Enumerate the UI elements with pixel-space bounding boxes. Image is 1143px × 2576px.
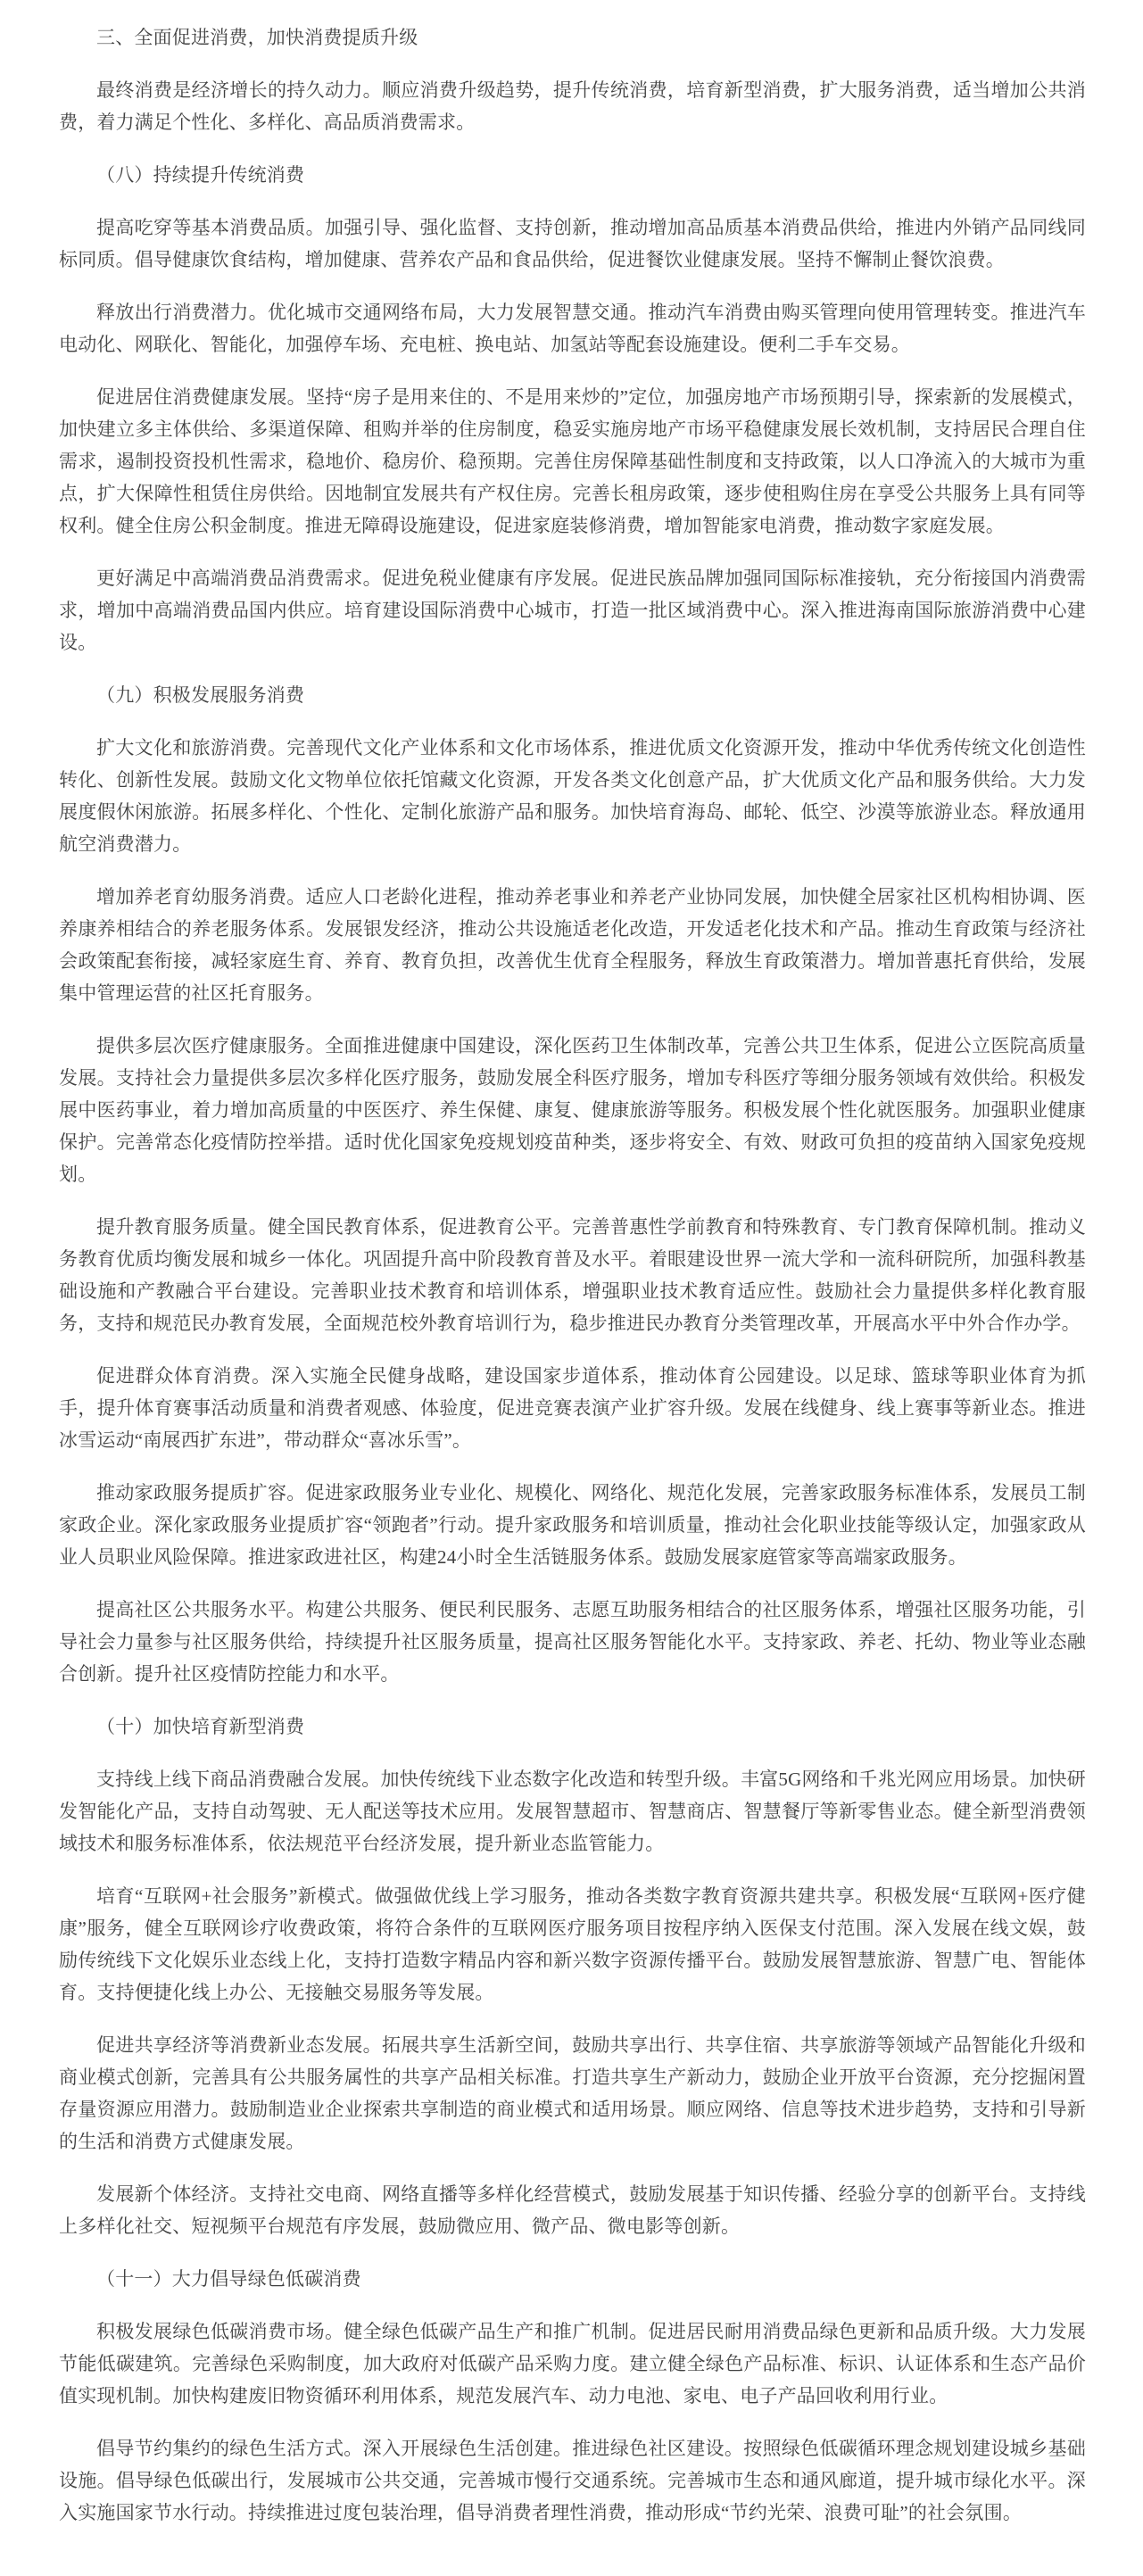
section-heading: （十一）大力倡导绿色低碳消费: [96, 2268, 361, 2290]
paragraph: 最终消费是经济增长的持久动力。顺应消费升级趋势，提升传统消费，培育新型消费，扩大服务消费，适当增加公共消费，着力满足个性化、多样化、高品质消费需求。: [59, 79, 1086, 133]
paragraph: 促进群众体育消费。深入实施全民健身战略，建设国家步道体系，推动体育公园建设。以足球、篮球等职业体育为抓手，提升体育赛事活动质量和消费者观感、体验度，促进竞赛表演产业扩容升级。发展在线健身、线上赛事等新业态。推进冰雪运动“南展西扩东进”，带动群众“喜冰乐雪”。: [59, 1365, 1086, 1451]
paragraph: 推动家政服务提质扩容。促进家政服务业专业化、规模化、网络化、规范化发展，完善家政服务标准体系，发展员工制家政企业。深化家政服务业提质扩容“领跑者”行动。提升家政服务和培训质量，推动社会化职业技能等级认定，加强家政从业人员职业风险保障。推进家政进社区，构建24小时全生活链服务体系。鼓励发展家庭管家等高端家政服务。: [59, 1482, 1086, 1568]
paragraph: 扩大文化和旅游消费。完善现代文化产业体系和文化市场体系，推进优质文化资源开发，推动中华优秀传统文化创造性转化、创新性发展。鼓励文化文物单位依托馆藏文化资源，开发各类文化创意产品，扩大优质文化产品和服务供给。大力发展度假休闲旅游。拓展多样化、个性化、定制化旅游产品和服务。加快培育海岛、邮轮、低空、沙漠等旅游业态。释放通用航空消费潜力。: [59, 737, 1086, 855]
paragraph: 更好满足中高端消费品消费需求。促进免税业健康有序发展。促进民族品牌加强同国际标准接轨，充分衔接国内消费需求，增加中高端消费品国内供应。培育建设国际消费中心城市，打造一批区域消费中心。深入推进海南国际旅游消费中心建设。: [59, 567, 1086, 653]
section-heading: 三、全面促进消费，加快消费提质升级: [96, 27, 418, 48]
section-heading: （十）加快培育新型消费: [96, 1716, 305, 1737]
paragraph: 增加养老育幼服务消费。适应人口老龄化进程，推动养老事业和养老产业协同发展，加快健全居家社区机构相协调、医养康养相结合的养老服务体系。发展银发经济，推动公共设施适老化改造，开发适老化技术和产品。推动生育政策与经济社会政策配套衔接，减轻家庭生育、养育、教育负担，改善优生优育全程服务，释放生育政策潜力。增加普惠托育供给，发展集中管理运营的社区托育服务。: [59, 886, 1086, 1004]
paragraph: 促进共享经济等消费新业态发展。拓展共享生活新空间，鼓励共享出行、共享住宿、共享旅游等领域产品智能化升级和商业模式创新，完善具有公共服务属性的共享产品相关标准。打造共享生产新动力，鼓励企业开放平台资源，充分挖掘闲置存量资源应用潜力。鼓励制造业企业探索共享制造的商业模式和适用场景。顺应网络、信息等技术进步趋势，支持和引导新的生活和消费方式健康发展。: [59, 2034, 1086, 2152]
paragraph: 提升教育服务质量。健全国民教育体系，促进教育公平。完善普惠性学前教育和特殊教育、专门教育保障机制。推动义务教育优质均衡发展和城乡一体化。巩固提升高中阶段教育普及水平。着眼建设世界一流大学和一流科研院所，加强科教基础设施和产教融合平台建设。完善职业技术教育和培训体系，增强职业技术教育适应性。鼓励社会力量提供多样化教育服务，支持和规范民办教育发展，全面规范校外教育培训行为，稳步推进民办教育分类管理改革，开展高水平中外合作办学。: [59, 1216, 1086, 1334]
paragraph: 提高社区公共服务水平。构建公共服务、便民利民服务、志愿互助服务相结合的社区服务体系，增强社区服务功能，引导社会力量参与社区服务供给，持续提升社区服务质量，提高社区服务智能化水平。支持家政、养老、托幼、物业等业态融合创新。提升社区疫情防控能力和水平。: [59, 1599, 1086, 1685]
paragraph: 积极发展绿色低碳消费市场。健全绿色低碳产品生产和推广机制。促进居民耐用消费品绿色更新和品质升级。大力发展节能低碳建筑。完善绿色采购制度，加大政府对低碳产品采购力度。建立健全绿色产品标准、标识、认证体系和生态产品价值实现机制。加快构建废旧物资循环利用体系，规范发展汽车、动力电池、家电、电子产品回收利用行业。: [59, 2321, 1086, 2406]
paragraph: 提高吃穿等基本消费品质。加强引导、强化监督、支持创新，推动增加高品质基本消费品供给，推进内外销产品同线同标同质。倡导健康饮食结构，增加健康、营养农产品和食品供给，促进餐饮业健康发展。坚持不懈制止餐饮浪费。: [59, 217, 1086, 270]
paragraph: 促进居住消费健康发展。坚持“房子是用来住的、不是用来炒的”定位，加强房地产市场预期引导，探索新的发展模式，加快建立多主体供给、多渠道保障、租购并举的住房制度，稳妥实施房地产市场平稳健康发展长效机制，支持居民合理自住需求，遏制投资投机性需求，稳地价、稳房价、稳预期。完善住房保障基础性制度和支持政策，以人口净流入的大城市为重点，扩大保障性租赁住房供给。因地制宜发展共有产权住房。完善长租房政策，逐步使租购住房在享受公共服务上具有同等权利。健全住房公积金制度。推进无障碍设施建设，促进家庭装修消费，增加智能家电消费，推动数字家庭发展。: [59, 386, 1086, 536]
paragraph: 发展新个体经济。支持社交电商、网络直播等多样化经营模式，鼓励发展基于知识传播、经验分享的创新平台。支持线上多样化社交、短视频平台规范有序发展，鼓励微应用、微产品、微电影等创新。: [59, 2183, 1086, 2237]
paragraph: 释放出行消费潜力。优化城市交通网络布局，大力发展智慧交通。推动汽车消费由购买管理向使用管理转变。推进汽车电动化、网联化、智能化，加强停车场、充电桩、换电站、加氢站等配套设施建设。便利二手车交易。: [59, 302, 1086, 355]
paragraph: 培育“互联网+社会服务”新模式。做强做优线上学习服务，推动各类数字教育资源共建共享。积极发展“互联网+医疗健康”服务，健全互联网诊疗收费政策，将符合条件的互联网医疗服务项目按程序纳入医保支付范围。深入发展在线文娱，鼓励传统线下文化娱乐业态线上化，支持打造数字精品内容和新兴数字资源传播平台。鼓励发展智慧旅游、智慧广电、智能体育。支持便捷化线上办公、无接触交易服务等发展。: [59, 1885, 1086, 2003]
paragraph: 倡导节约集约的绿色生活方式。深入开展绿色生活创建。推进绿色社区建设。按照绿色低碳循环理念规划建设城乡基础设施。倡导绿色低碳出行，发展城市公共交通，完善城市慢行交通系统。完善城市生态和通风廊道，提升城市绿化水平。深入实施国家节水行动。持续推进过度包装治理，倡导消费者理性消费，推动形成“节约光荣、浪费可耻”的社会氛围。: [59, 2438, 1086, 2523]
section-heading: （八）持续提升传统消费: [96, 164, 305, 186]
paragraph: 提供多层次医疗健康服务。全面推进健康中国建设，深化医药卫生体制改革，完善公共卫生体系，促进公立医院高质量发展。支持社会力量提供多层次多样化医疗服务，鼓励发展全科医疗服务，增加专科医疗等细分服务领域有效供给。积极发展中医药事业，着力增加高质量的中医医疗、养生保健、康复、健康旅游等服务。积极发展个性化就医服务。加强职业健康保护。完善常态化疫情防控举措。适时优化国家免疫规划疫苗种类，逐步将安全、有效、财政可负担的疫苗纳入国家免疫规划。: [59, 1035, 1086, 1185]
section-heading: （九）积极发展服务消费: [96, 684, 305, 706]
paragraph: 支持线上线下商品消费融合发展。加快传统线下业态数字化改造和转型升级。丰富5G网络和千兆光网应用场景。加快研发智能化产品，支持自动驾驶、无人配送等技术应用。发展智慧超市、智慧商店、智慧餐厅等新零售业态。健全新型消费领域技术和服务标准体系，依法规范平台经济发展，提升新业态监管能力。: [59, 1768, 1086, 1854]
